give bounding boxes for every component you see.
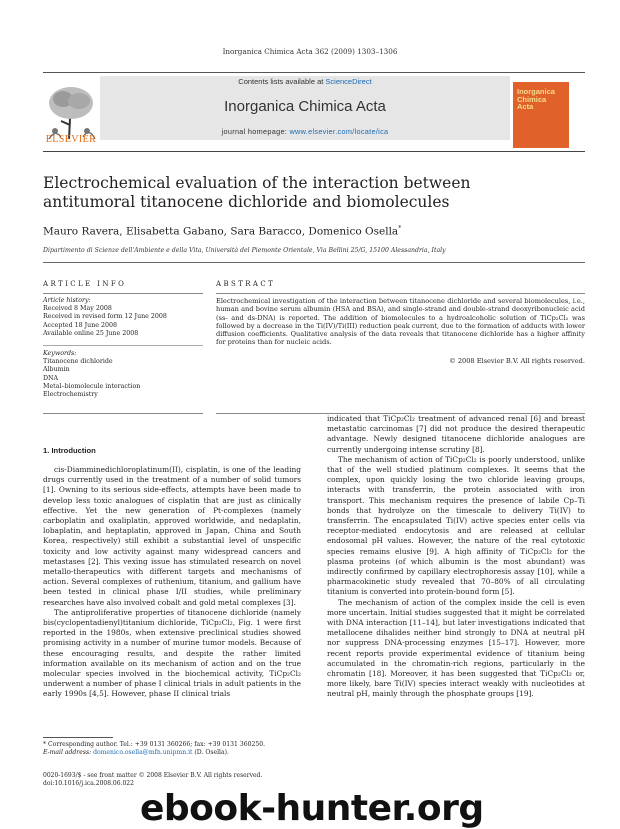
cover-title-line: Inorganica (517, 87, 555, 96)
section-heading-introduction: 1. Introduction (43, 446, 96, 455)
homepage-prefix: journal homepage: (221, 127, 290, 136)
keywords-label: Keywords: (43, 350, 77, 357)
keyword-item: Electrochemistry (43, 391, 98, 399)
cover-title-line: Acta (517, 102, 534, 111)
top-divider (43, 72, 585, 73)
history-item: Received in revised form 12 June 2008 (43, 313, 167, 321)
body-paragraph: cis-Diamminedichloroplatinum(II), cisplatin, is one of the leading drugs currently used in the treatment of a number of solid tumors [1]. Owning to its serious side-effects, attempts have been made to develop less toxic analogues of cisplatin that are just as clinically effective. Yet the new generation of Pt-complexes (namely carboplatin and oxaliplatin, approved worldwide, and nedaplatin, lobaplatin, and heptaplatin, approved in Japan, China and South Korea, respectively) still exhibit a substantial level of unspecific toxicity and low activity against many widespread cancers and metastases [2]. This vexing issue has stimulated research on novel metallo-therapeutics with different targets and mechanisms of action. Several complexes of ruthenium, titanium, and gallium have been tested in clinical phase I/II studies, while preliminary researches have also involved cobalt and gold metal complexes [3]. (43, 465, 301, 607)
corresponding-author-note: * Corresponding author. Tel.: +39 0131 360266; fax: +39 0131 360250. (43, 741, 266, 748)
abstract-rule (216, 293, 585, 294)
watermark-text: ebook-hunter.org (140, 788, 484, 829)
contents-prefix: Contents lists available at (238, 77, 326, 86)
doi-line: doi:10.1016/j.ica.2008.06.022 (43, 780, 134, 787)
body-column-right (327, 414, 585, 700)
header-divider (43, 151, 585, 152)
footnote (43, 741, 303, 758)
issn-line: 0020-1693/$ - see front matter © 2008 Elsevier B.V. All rights reserved. (43, 772, 263, 779)
body-paragraph: The mechanism of action of TiCp₂Cl₂ is poorly understood, unlike that of the well studied platinum complexes. It seems that the complex, upon quickly losing the two chloride leaving groups, interacts with transferrin, the protein associated with iron transport. This mechanism requires the presence of labile Cp–Ti bonds that hydrolyze on the timescale to delivery Ti(IV) to transferrin. The encapsulated Ti(IV) active species enter cells via receptor-mediated endocytosis and are released at cellular endosomal pH values. However, the nature of the real cytotoxic species remains elusive [9]. A high affinity of TiCp₂Cl₂ for the plasma proteins (of which albumin is the most abundant) was indirectly confirmed by capillary electrophoresis assay [10], while a pharmacokinetic study revealed that 70–80% of all circulating titanium is converted into protein-bound form [5]. (327, 454, 585, 597)
history-label: Article history: (43, 297, 91, 304)
affiliation: Dipartimento di Scienze dell'Ambiente e della Vita, Università del Piemonte Orientale, Via Bellini 25/G, 15100 Alessandria, Italy (43, 247, 446, 254)
corresponding-author-mark[interactable]: * (398, 225, 402, 232)
email-suffix: (D. Osella). (192, 749, 229, 757)
keyword-item: Metal–biomolecule interaction (43, 382, 141, 390)
article-info-rule (43, 293, 203, 294)
elsevier-wordmark: ELSEVIER (45, 134, 97, 145)
email-line (43, 749, 303, 757)
body-column-left (43, 465, 301, 700)
abstract-heading: ABSTRACT (216, 280, 276, 288)
footnote-rule (43, 737, 113, 738)
abstract-copyright: © 2008 Elsevier B.V. All rights reserved. (449, 357, 585, 365)
sciencedirect-link[interactable]: ScienceDirect (325, 77, 372, 86)
author-list (43, 225, 563, 238)
authors-text: Mauro Ravera, Elisabetta Gabano, Sara Baracco, Domenico Osella (43, 225, 399, 238)
article-info-bottom-rule (43, 413, 203, 414)
article-info-heading: ARTICLE INFO (43, 280, 127, 288)
running-header: Inorganica Chimica Acta 362 (2009) 1303–1306 (222, 47, 398, 56)
article-title: Electrochemical evaluation of the interaction between antitumoral titanocene dichloride and biomolecules (43, 174, 471, 211)
journal-homepage (100, 127, 510, 136)
keyword-item: Albumin (43, 366, 70, 374)
article-info-separator (43, 345, 203, 346)
keyword-item: DNA (43, 374, 59, 382)
affiliation-divider (43, 262, 585, 263)
email-link[interactable]: domenico.osella@mfn.unipmn.it (93, 749, 193, 757)
journal-title: Inorganica Chimica Acta (224, 98, 386, 115)
history-item: Accepted 18 June 2008 (43, 321, 118, 329)
abstract-text: Electrochemical investigation of the interaction between titanocene dichloride and several biomolecules, i.e., human and bovine serum albumin (HSA and BSA), and single-strand and double-strand deoxyribonucleic acid (ss- and ds-DNA) is reported. The addition of biomolecules to a hydroalcoholic solution of TiCp₂Cl₂ was followed by a decrease in the Ti(IV)/Ti(III) reduction peak current, due to the formation of adducts with lower diffusion coefficients. Qualitative analysis of the data reveals that titanocene dichloride has a higher affinity for proteins than for nucleic acids. (216, 297, 585, 347)
article-history (43, 297, 203, 338)
keyword-item: Titanocene dichloride (43, 358, 113, 366)
cover-title (517, 88, 565, 111)
issn-block (43, 772, 343, 788)
history-item: Available online 25 June 2008 (43, 329, 139, 337)
homepage-link[interactable]: www.elsevier.com/locate/ica (289, 127, 389, 136)
body-paragraph: The antiproliferative properties of titanocene dichloride (namely bis(cyclopentadienyl)titanium dichloride, TiCp₂Cl₂, Fig. 1 were first reported in the 1980s, when extensive preclinical studies showed promising activity in a number of murine tumor models. Because of these encouraging results, and despite the rather limited information available on its mechanism of action and on the true molecular species involved in the biochemical activity, TiCp₂Cl₂ underwent a number of phase I clinical trials in adult patients in the early 1990s [4,5]. However, phase II clinical trials (43, 607, 301, 699)
body-paragraph: The mechanism of action of the complex inside the cell is even more uncertain. Initial studies suggested that it might be correlated with DNA interaction [11–14], but later investigations indicated that metallocene dihalides neither bind strongly to DNA at neutral pH nor suppress DNA-processing enzymes [15–17]. However, more recent reports provide experimental evidence of titanium being accumulated in the chromatin-rich regions, particularly in the chromatin [18]. Moreover, it has been suggested that TiCp₂Cl₂ or, more likely, bare Ti(IV) species interact weakly with nucleotides at neutral pH, mainly through the phosphate groups [19]. (327, 597, 585, 699)
email-label: E-mail address: (43, 749, 94, 757)
history-item: Received 8 May 2008 (43, 305, 112, 313)
contents-line (100, 77, 510, 86)
cover-title-line: Chimica (517, 94, 547, 104)
body-paragraph: indicated that TiCp₂Cl₂ treatment of advanced renal [6] and breast metastatic carcinomas [7] did not produce the desired therapeutic advantage. Newly designed titanocene dichloride analogues are currently undergoing intense scrutiny [8]. (327, 414, 585, 454)
keywords (43, 350, 203, 399)
